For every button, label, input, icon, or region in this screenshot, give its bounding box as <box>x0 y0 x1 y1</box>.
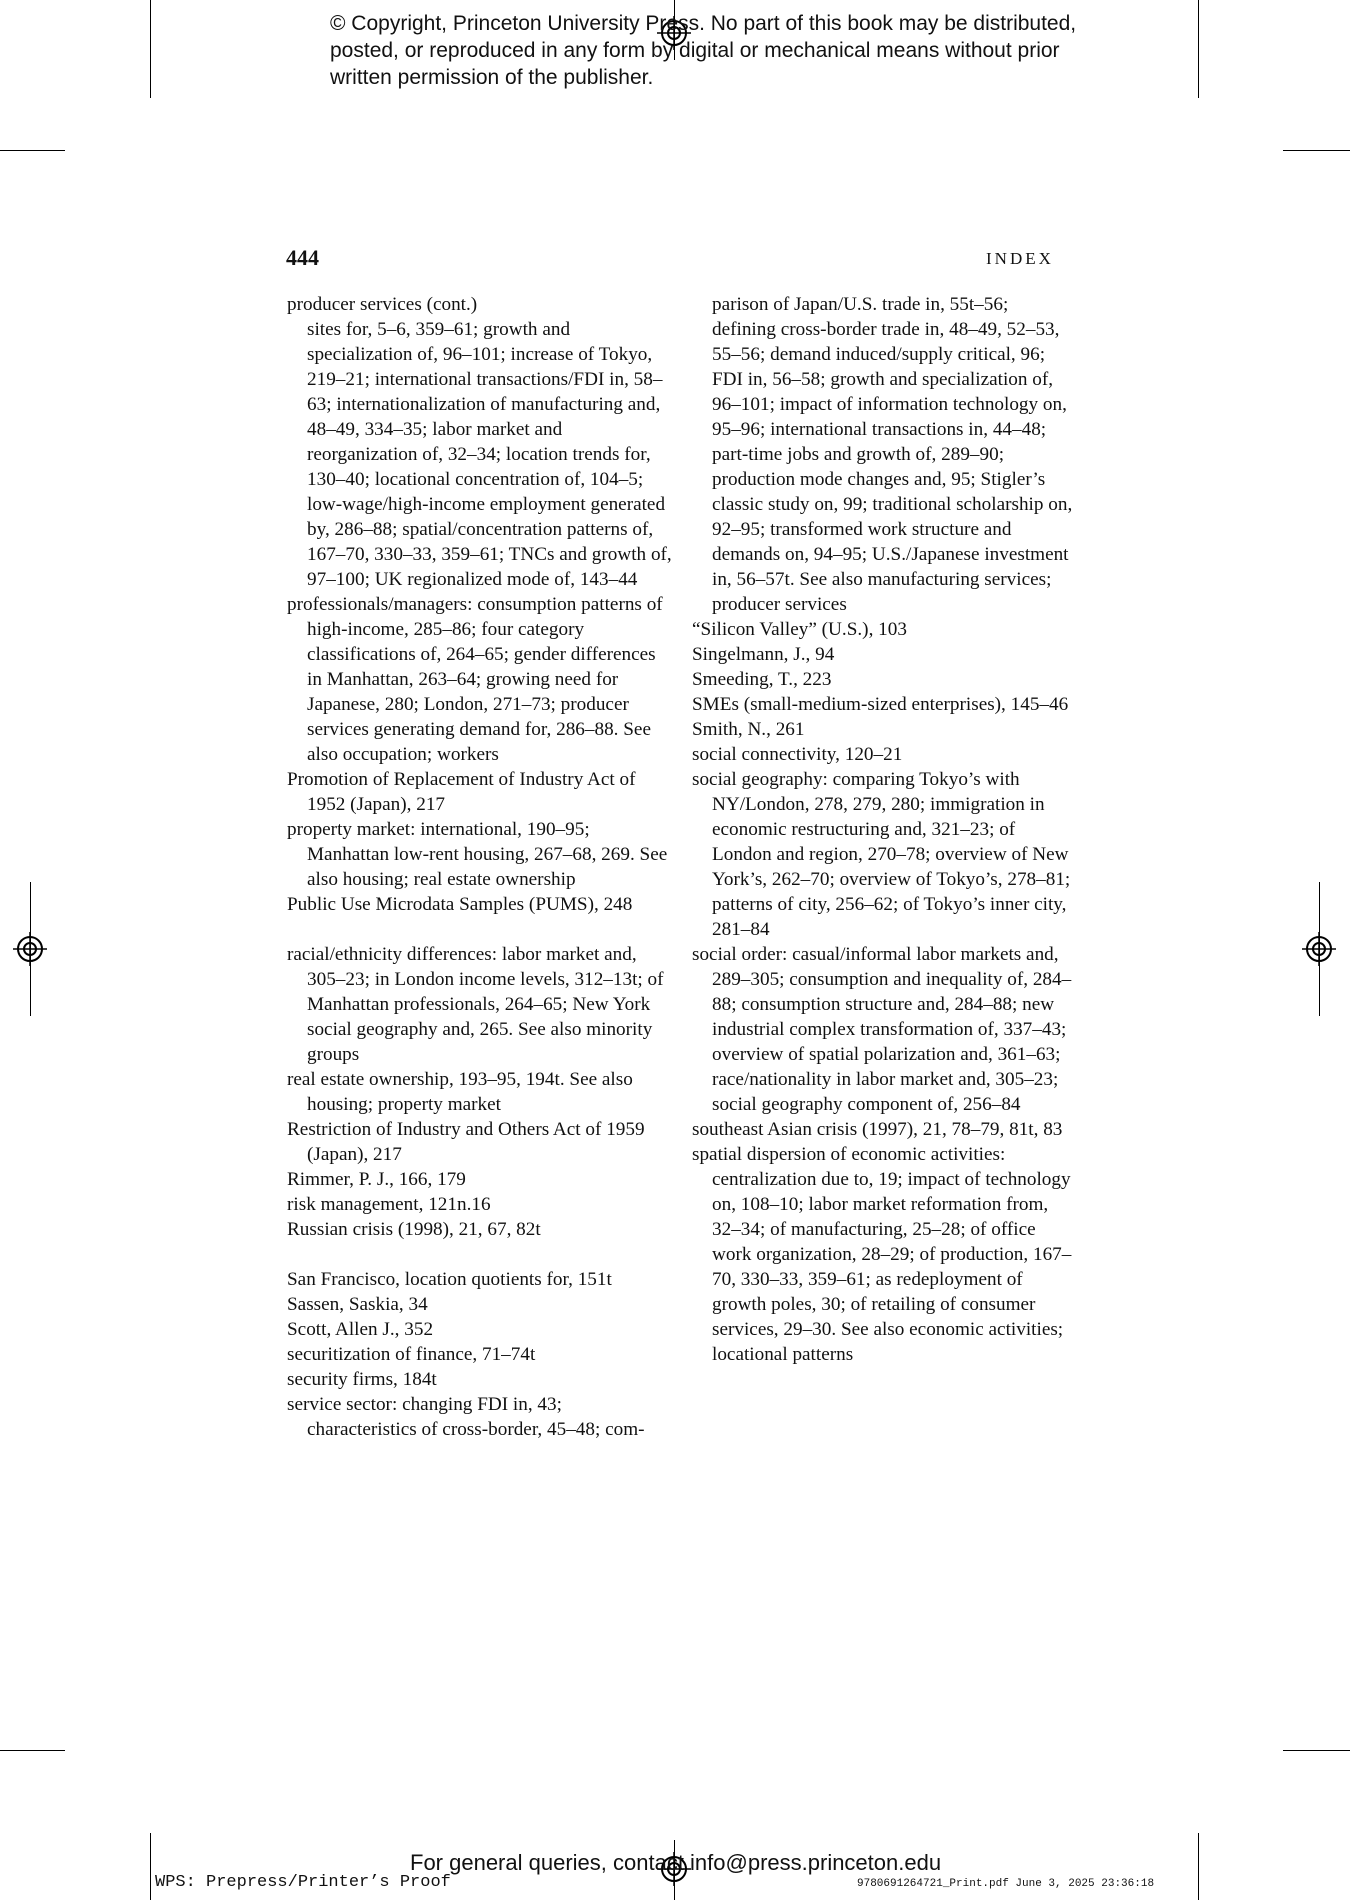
index-entry: Promotion of Replacement of Industry Act of 1952 (Japan), 217 <box>287 769 636 815</box>
crop-mark <box>0 150 65 151</box>
crop-mark <box>0 1750 65 1751</box>
index-entry: real estate ownership, 193–95, 194t. See also housing; property market <box>287 1069 633 1115</box>
index-column-left <box>287 292 672 1442</box>
index-entry: “Silicon Valley” (U.S.), 103 <box>692 619 907 640</box>
index-entry: SMEs (small-medium-sized enterprises), 145–46 <box>692 694 1069 715</box>
index-entry: Singelmann, J., 94 <box>692 644 835 665</box>
index-entry: Smith, N., 261 <box>692 719 805 740</box>
crop-mark <box>1198 1833 1199 1900</box>
crop-mark <box>1283 150 1350 151</box>
crop-mark <box>1283 1750 1350 1751</box>
index-entry: service sector: changing FDI in, 43; characteristics of cross-border, 45–48; com- <box>287 1394 645 1440</box>
index-entry: security firms, 184t <box>287 1369 437 1390</box>
footer-contact: For general queries, contact info@press.princeton.edu <box>410 1850 942 1875</box>
index-entry: securitization of finance, 71–74t <box>287 1344 536 1365</box>
index-column-right <box>692 292 1077 1367</box>
copyright-notice: © Copyright, Princeton University Press. No part of this book may be distributed, posted, or reproduced in any form by digital or mechanical means without prior written permission of the publisher. <box>330 12 1077 89</box>
running-head: INDEX <box>986 249 1054 268</box>
file-info: 9780691264721_Print.pdf June 3, 2025 23:36:18 <box>857 1878 1155 1890</box>
index-entry: Sassen, Saskia, 34 <box>287 1294 428 1315</box>
index-entry: social order: casual/informal labor markets and, 289–305; consumption and inequality of, 284–88; consumption structure and, 284–88; new industrial complex transformation of, 337–43; overview of spatial polarization and, 361–63; race/nationality in labor market and, 305–23; social geography component of, 256–84 <box>692 944 1072 1115</box>
index-entry: Public Use Microdata Samples (PUMS), 248 <box>287 894 633 915</box>
index-entry: Rimmer, P. J., 166, 179 <box>287 1169 466 1190</box>
index-entry: producer services (cont.) <box>287 294 478 315</box>
proof-label: WPS: Prepress/Printer’s Proof <box>155 1873 451 1892</box>
index-entry: Smeeding, T., 223 <box>692 669 832 690</box>
index-entry: Restriction of Industry and Others Act of 1959 (Japan), 217 <box>287 1119 645 1165</box>
index-entry: social geography: comparing Tokyo’s with NY/London, 278, 279, 280; immigration in economic restructuring and, 321–23; of London and region, 270–78; overview of New York’s, 262–70; overview of Tokyo’s, 278–81; patterns of city, 256–62; of Tokyo’s inner city, 281–84 <box>692 769 1071 940</box>
registration-mark-icon <box>13 932 47 966</box>
crop-mark <box>150 0 151 98</box>
index-entry: racial/ethnicity differences: labor market and, 305–23; in London income levels, 312–13t; of Manhattan professionals, 264–65; New York social geography and, 265. See also minority groups <box>287 944 664 1065</box>
page-number: 444 <box>286 245 319 270</box>
crop-mark <box>150 1833 151 1900</box>
index-entry: San Francisco, location quotients for, 151t <box>287 1269 612 1290</box>
index-entry: Scott, Allen J., 352 <box>287 1319 434 1340</box>
index-entry: southeast Asian crisis (1997), 21, 78–79, 81t, 83 <box>692 1119 1063 1140</box>
index-entry: professionals/managers: consumption patterns of high-income, 285–86; four category classifications of, 264–65; gender differences in Manhattan, 263–64; growing need for Japanese, 280; London, 271–73; producer services generating demand for, 286–88. See also occupation; workers <box>287 594 663 765</box>
index-entry: sites for, 5–6, 359–61; growth and specialization of, 96–101; increase of Tokyo, 219–21; international transactions/FDI in, 58–63; internationalization of manufacturing and, 48–49, 334–35; labor market and reorganization of, 32–34; location trends for, 130–40; locational concentration of, 104–5; low-wage/high-income employment generated by, 286–88; spatial/concentration patterns of, 167–70, 330–33, 359–61; TNCs and growth of, 97–100; UK regionalized mode of, 143–44 <box>307 319 672 590</box>
index-entry: property market: international, 190–95; Manhattan low-rent housing, 267–68, 269. See also housing; real estate ownership <box>287 819 668 890</box>
crop-mark <box>1198 0 1199 98</box>
index-entry: parison of Japan/U.S. trade in, 55t–56; defining cross-border trade in, 48–49, 52–53, 55–56; demand induced/supply critical, 96; FDI in, 56–58; growth and specialization of, 96–101; impact of information technology on, 95–96; international transactions in, 44–48; part-time jobs and growth of, 289–90; production mode changes and, 95; Stigler’s classic study on, 99; traditional scholarship on, 92–95; transformed work structure and demands on, 94–95; U.S./Japanese investment in, 56–57t. See also manufacturing services; producer services <box>712 294 1073 615</box>
index-entry: Russian crisis (1998), 21, 67, 82t <box>287 1219 541 1240</box>
index-entry: risk management, 121n.16 <box>287 1194 491 1215</box>
registration-mark-icon <box>1302 932 1336 966</box>
index-entry: social connectivity, 120–21 <box>692 744 903 765</box>
index-entry: spatial dispersion of economic activities: centralization due to, 19; impact of technology on, 108–10; labor market reformation from, 32–34; of manufacturing, 25–28; of office work organization, 28–29; of production, 167–70, 330–33, 359–61; as redeployment of growth poles, 30; of retailing of consumer services, 29–30. See also economic activities; locational patterns <box>692 1144 1072 1365</box>
